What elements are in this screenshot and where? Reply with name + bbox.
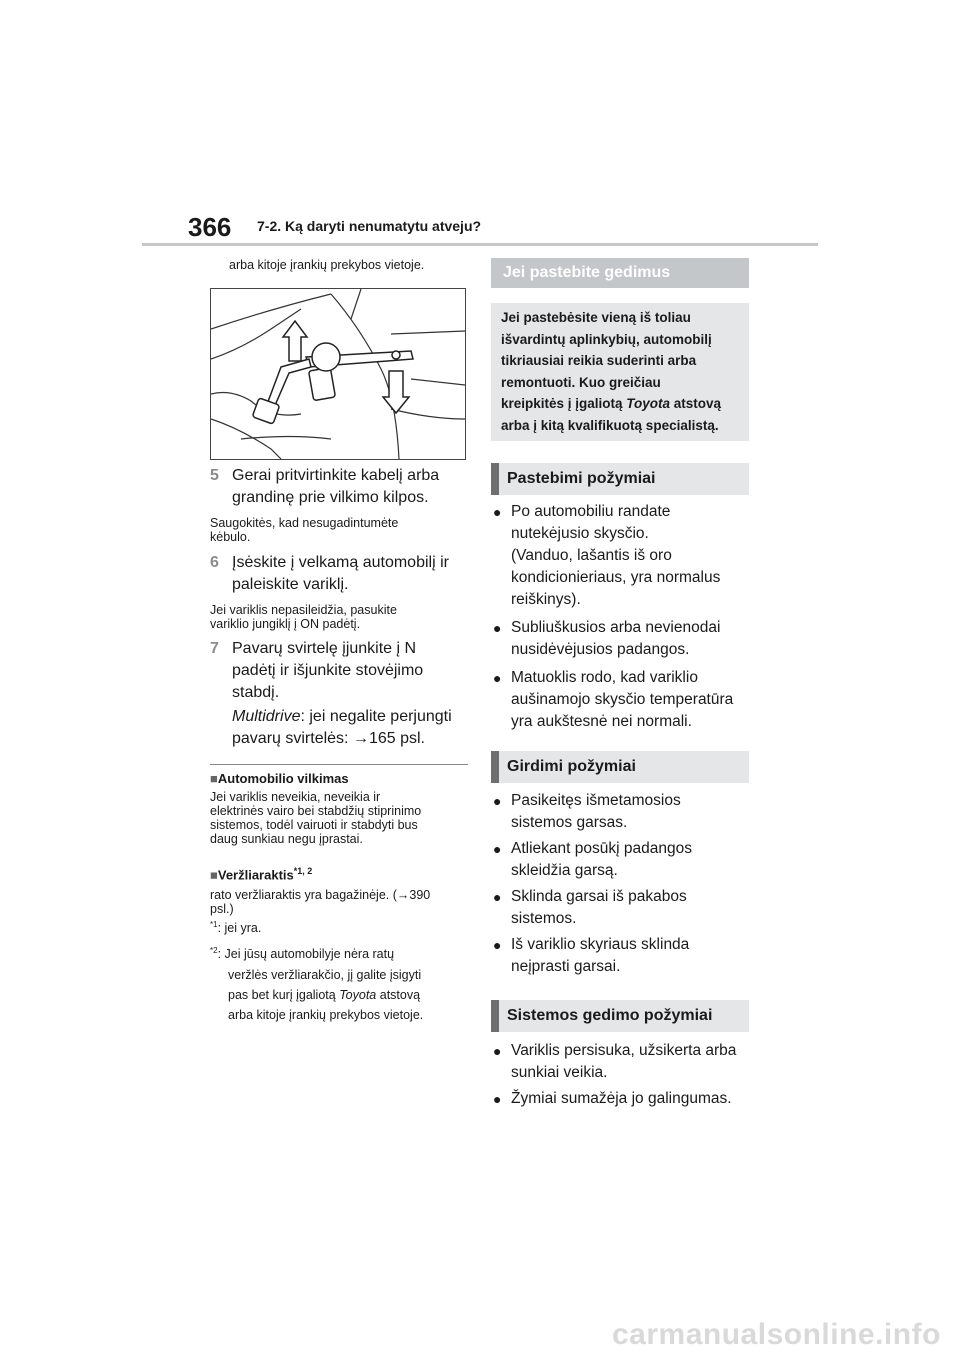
bullet-icon: ● [493, 937, 502, 953]
item-line: nutekėjusio skysčio. [511, 525, 649, 542]
brand-name: Toyota [339, 987, 377, 1002]
tow-hook-illustration [210, 288, 466, 460]
header-rule [142, 243, 818, 246]
audible-signs-list [493, 790, 763, 978]
bullet-icon: ● [493, 1043, 502, 1059]
item-line: sistemos garsas. [511, 814, 628, 831]
item-line: (Vanduo, lašantis iš oro [511, 547, 672, 564]
heading-visible-signs [491, 463, 749, 495]
intro-line: arba į kitą kvalifikuotą specialistą. [501, 417, 719, 433]
square-bullet-icon: ■ [210, 771, 218, 786]
footnote-text: pas bet kurį įgaliotą [228, 987, 340, 1002]
step-5-note [210, 516, 398, 544]
bullet-icon: ● [493, 889, 502, 905]
item-line: sunkiai veikia. [511, 1064, 608, 1081]
item-line: Iš variklio skyriaus sklinda [511, 936, 690, 953]
visible-signs-list [493, 501, 763, 733]
step-number: 6 [210, 554, 219, 571]
step-text: Įsėskite į velkamą automobilį ir [232, 554, 449, 571]
footnote-text: : Jei jūsų automobilyje nėra ratų [217, 947, 395, 962]
list-item [493, 1040, 763, 1084]
list-item [493, 667, 763, 733]
step-text: stabdį. [232, 684, 280, 701]
section-title: 7-2. Ką daryti nenumatytu atveju? [257, 218, 482, 234]
footnote-text: : jei yra. [217, 921, 262, 936]
item-line: Matuoklis rodo, kad variklio [511, 669, 698, 686]
item-line: sistemos. [511, 910, 577, 927]
intro-box [491, 303, 749, 441]
list-item [493, 617, 763, 661]
note-line: Saugokitės, kad nesugadintumėte [210, 516, 399, 530]
bullet-icon: ● [493, 841, 502, 857]
note-line: daug sunkiau negu įprastai. [210, 832, 363, 846]
item-line: Subliuškusios arba nevienodai [511, 619, 721, 636]
heading-text: Pastebimi požymiai [507, 470, 656, 487]
note-line: Jei variklis neveikia, neveikia ir [210, 790, 381, 804]
square-bullet-icon: ■ [210, 867, 218, 883]
item-line: kondicionieriaus, yra normalus [511, 569, 721, 586]
bullet-icon: ● [493, 670, 502, 686]
wrench-note [210, 866, 472, 1025]
intro-line: išvardintų aplinkybių, automobilį [501, 331, 712, 347]
note-line: sistemos, todėl vairuoti ir stabdyti bus [210, 818, 418, 832]
item-line: nusidėvėjusios padangos. [511, 641, 690, 658]
section-banner: Jei pastebite gedimus [491, 258, 749, 288]
note-line: elektrinės vairo bei stabdžių stiprinimo [210, 804, 422, 818]
bullet-icon: ● [493, 620, 502, 636]
step-text: Gerai pritvirtinkite kabelį arba [232, 467, 440, 484]
note-line: rato veržliaraktis yra bagažinėje. (→390 [210, 888, 431, 903]
watermark-text: carmanualsonline.info [612, 1318, 941, 1351]
step-number: 5 [210, 467, 219, 484]
wrench-illustration-svg [211, 289, 465, 459]
step-text: paleiskite variklį. [232, 576, 349, 593]
note-line: kėbulo. [210, 530, 251, 544]
intro-line: Jei pastebėsite vieną iš toliau [501, 310, 691, 325]
continued-text: arba kitoje įrankių prekybos vietoje. [229, 258, 425, 272]
footnote-ref: *1, 2 [293, 866, 313, 876]
bullet-icon: ● [493, 793, 502, 809]
step-6 [210, 552, 470, 596]
list-item [493, 1088, 763, 1110]
footnote-text: atstovą [376, 987, 421, 1002]
heading-system-signs [491, 1000, 749, 1032]
footnote-mark: *2 [210, 946, 218, 956]
item-line: neįprasti garsai. [511, 958, 621, 975]
list-item [493, 886, 763, 930]
heading-audible-signs [491, 751, 749, 783]
step-6-note [210, 603, 397, 631]
list-item [493, 838, 763, 882]
heading-text: Sistemos gedimo požymiai [507, 1007, 713, 1024]
multidrive-label: Multidrive [232, 708, 301, 725]
note-heading: Veržliaraktis [217, 867, 294, 883]
intro-line: kreipkitės į įgaliotą [501, 396, 627, 411]
item-line: yra aukštesnė nei normali. [511, 713, 692, 730]
step-7 [210, 638, 470, 750]
step-text: grandinę prie vilkimo kilpos. [232, 489, 429, 506]
intro-line: tikriausiai reikia suderinti arba [501, 353, 697, 368]
note-line: Jei variklis nepasileidžia, pasukite [210, 603, 397, 617]
section-divider [210, 764, 468, 765]
intro-line: atstovą [670, 396, 722, 411]
step-text: : jei negalite perjungti [300, 708, 452, 725]
step-5 [210, 465, 470, 509]
note-line: variklio jungiklį į ON padėtį. [210, 617, 361, 631]
item-line: aušinamojo skysčio temperatūra [511, 691, 734, 708]
item-line: Pasikeitęs išmetamosios [511, 792, 681, 809]
list-item [493, 790, 763, 834]
list-item [493, 934, 763, 978]
bullet-icon: ● [493, 1091, 502, 1107]
intro-line: remontuoti. Kuo greičiau [501, 374, 661, 390]
footnote-text: veržlės veržliarakčio, jį galite įsigyti [228, 967, 422, 982]
item-line: Variklis persisuka, užsikerta arba [511, 1042, 737, 1059]
note-heading: Automobilio vilkimas [217, 771, 349, 786]
step-text: padėtį ir išjunkite stovėjimo [232, 662, 424, 679]
item-line: Atliekant posūkį padangos [511, 840, 692, 857]
bullet-icon: ● [493, 504, 502, 520]
page-reference: pavarų svirtelės: →165 psl. [232, 730, 425, 747]
note-line: psl.) [210, 902, 234, 917]
system-signs-list [493, 1040, 763, 1110]
item-line: Sklinda garsai iš pakabos [511, 888, 687, 905]
item-line: skleidžia garsą. [511, 862, 618, 879]
item-line: Žymiai sumažėja jo galingumas. [511, 1090, 732, 1107]
item-line: reiškinys). [511, 591, 581, 608]
step-number: 7 [210, 640, 219, 657]
step-text: Pavarų svirtelę įjunkite į N [232, 640, 417, 657]
list-item [493, 501, 763, 611]
item-line: Po automobiliu randate [511, 503, 671, 520]
page-number: 366 [188, 212, 232, 242]
brand-name: Toyota [626, 396, 671, 411]
footnote-mark: *1 [210, 920, 218, 930]
heading-text: Girdimi požymiai [507, 758, 636, 775]
towing-note [210, 771, 470, 846]
footnote-text: arba kitoje įrankių prekybos vietoje. [228, 1007, 424, 1022]
